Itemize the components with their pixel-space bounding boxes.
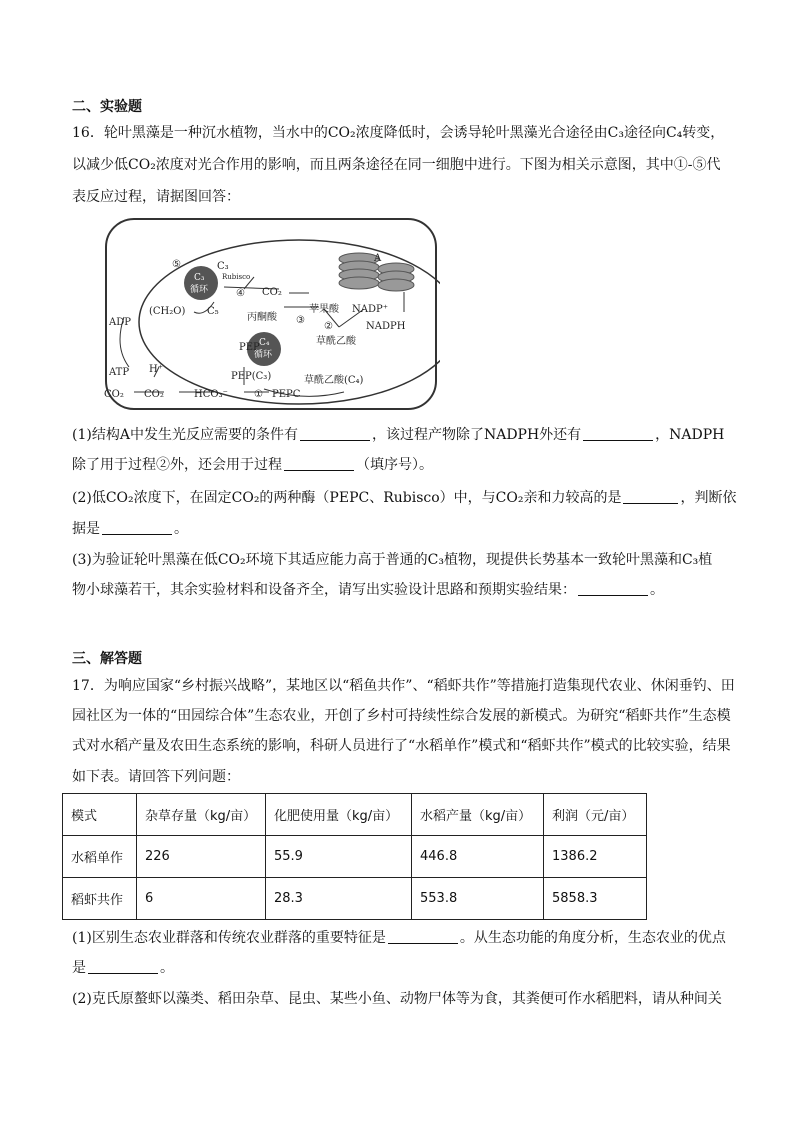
label-step2: ② (324, 321, 333, 332)
table-header-cell: 利润（元/亩） (544, 794, 647, 836)
q17-sub1-text-a: (1)区别生态农业群落和传统农业群落的重要特征是 (72, 930, 386, 946)
q16-sub2-line-2 (72, 519, 188, 539)
label-pep-c3: PEP(C₃) (231, 371, 272, 382)
table-cell: 553.8 (412, 878, 544, 920)
table-cell: 226 (137, 836, 266, 878)
answer-blank[interactable] (88, 959, 158, 974)
answer-blank[interactable] (583, 426, 653, 441)
photosynthesis-diagram (104, 217, 440, 412)
table-header-cell: 化肥使用量（kg/亩） (266, 794, 412, 836)
label-nadp: NADP⁺ (352, 304, 388, 315)
answer-blank[interactable] (300, 426, 370, 441)
table-cell: 稻虾共作 (63, 878, 137, 920)
q17-sub1-text-b: 。从生态功能的角度分析，生态农业的优点 (459, 930, 726, 946)
table-header-cell: 水稻产量（kg/亩） (412, 794, 544, 836)
q16-sub3-line-2 (72, 580, 664, 600)
table-row (63, 878, 647, 920)
label-pepc: PEPC (272, 389, 301, 400)
label-step3: ③ (296, 315, 305, 326)
answer-blank[interactable] (578, 581, 648, 596)
q16-sub2-text-c: 据是 (72, 521, 100, 537)
label-step4: ④ (236, 288, 245, 299)
label-ch2o: (CH₂O) (149, 306, 186, 317)
label-c4-cycle-2: 循环 (254, 350, 273, 360)
label-step1: ① (254, 389, 263, 400)
q16-sub2-line-1 (72, 488, 736, 508)
q17-text-line-2: 园社区为一体的“田园综合体”生态农业，开创了乡村可持续性综合发展的新模式。为研究“稻虾共作”生态模 (72, 708, 731, 724)
table-header-cell: 杂草存量（kg/亩） (137, 794, 266, 836)
q16-sub3-line-1: (3)为验证轮叶黑藻在低CO₂环境下其适应能力高于普通的C₃植物，现提供长势基本一致轮叶黑藻和C₃植 (72, 552, 713, 568)
answer-blank[interactable] (102, 520, 172, 535)
label-c5: C₅ (207, 306, 219, 317)
q16-sub1-text-e: （填序号）。 (356, 457, 433, 473)
label-rubisco: Rubisco (222, 273, 251, 281)
table-cell: 6 (137, 878, 266, 920)
label-nadph: NADPH (366, 321, 406, 332)
q17-sub1-text-c: 是 (72, 960, 86, 976)
q17-text-line-1: 17．为响应国家“乡村振兴战略”，某地区以“稻鱼共作”、“稻虾共作”等措施打造集现代农业、休闲垂钓、田 (72, 678, 735, 694)
q17-text-line-4: 如下表。请回答下列问题： (72, 769, 240, 785)
q16-sub1-line-2 (72, 455, 433, 475)
q16-sub2-text-b: ，判断依 (680, 490, 737, 506)
table-header-row (63, 794, 647, 836)
label-co2-out: CO₂ (104, 389, 124, 400)
q17-text-line-3: 式对水稻产量及农田生态系统的影响，科研人员进行了“水稻单作”模式和“稻虾共作”模式的比较实验，结果 (72, 738, 731, 754)
label-oaa: 草酰乙酸 (316, 336, 356, 347)
q16-sub1-text-b: ，该过程产物除了NADPH外还有 (371, 427, 582, 443)
label-pyruvate: 丙酮酸 (247, 312, 277, 323)
label-a: A (374, 253, 382, 264)
label-malic: 苹果酸 (309, 304, 339, 315)
label-co2-membrane: CO₂ (144, 389, 164, 400)
q17-sub1-text-d: 。 (160, 960, 174, 976)
q16-sub1-text-c: ，NADPH (655, 427, 725, 443)
q16-sub2-text-d: 。 (174, 521, 188, 537)
table-cell: 水稻单作 (63, 836, 137, 878)
label-atp: ATP (109, 367, 130, 378)
q16-text-line-1: 16．轮叶黑藻是一种沉水植物，当水中的CO₂浓度降低时，会诱导轮叶黑藻光合途径由C₃途径向C₄转变， (72, 125, 725, 141)
q16-sub1-line-1 (72, 425, 724, 445)
q16-sub1-text-d: 除了用于过程②外，还会用于过程 (72, 457, 282, 473)
q17-sub1-line-2 (72, 958, 174, 978)
answer-blank[interactable] (388, 929, 458, 944)
table-cell: 1386.2 (544, 836, 647, 878)
q16-text-line-3: 表反应过程，请据图回答： (72, 189, 240, 205)
q17-sub2-line-1: (2)克氏原螯虾以藻类、稻田杂草、昆虫、某些小鱼、动物尸体等为食，其粪便可作水稻肥料，请从种间关 (72, 991, 722, 1007)
q16-sub3-text-b: 物小球藻若干，其余实验材料和设备齐全，请写出实验设计思路和预期实验结果： (72, 582, 576, 598)
label-co2-inner: CO₂ (262, 287, 282, 298)
q16-sub1-text-a: (1)结构A中发生光反应需要的条件有 (72, 427, 298, 443)
q16-text-line-2: 以减少低CO₂浓度对光合作用的影响，而且两条途径在同一细胞中进行。下图为相关示意图，其中①-⑤代 (72, 157, 721, 173)
label-c4-cycle-1: C₄ (259, 338, 270, 348)
label-c3-cycle-1: C₃ (194, 273, 205, 283)
label-c3-cycle-2: 循环 (190, 285, 209, 295)
table-header-cell: 模式 (63, 794, 137, 836)
label-step5: ⑤ (172, 259, 181, 270)
table-cell: 55.9 (266, 836, 412, 878)
label-h: H⁺ (149, 364, 163, 375)
table-cell: 28.3 (266, 878, 412, 920)
table-cell: 5858.3 (544, 878, 647, 920)
label-hco3: HCO₃⁻ (194, 389, 228, 400)
label-c3-top: C₃ (217, 261, 229, 272)
label-pep: PEP (239, 342, 260, 353)
label-oaa-c4: 草酰乙酸(C₄) (304, 375, 364, 386)
label-adp: ADP (109, 317, 131, 328)
q16-sub3-text-c: 。 (650, 582, 664, 598)
q17-sub1-line-1 (72, 928, 726, 948)
table-cell: 446.8 (412, 836, 544, 878)
answer-blank[interactable] (623, 489, 678, 504)
answer-blank[interactable] (284, 456, 354, 471)
q16-sub2-text-a: (2)低CO₂浓度下，在固定CO₂的两种酶（PEPC、Rubisco）中，与CO₂亲和力较高的是 (72, 490, 622, 506)
table-row (63, 836, 647, 878)
section-heading-experiment: 二、实验题 (72, 99, 142, 115)
section-heading-answer: 三、解答题 (72, 651, 142, 667)
comparison-table (62, 793, 647, 920)
